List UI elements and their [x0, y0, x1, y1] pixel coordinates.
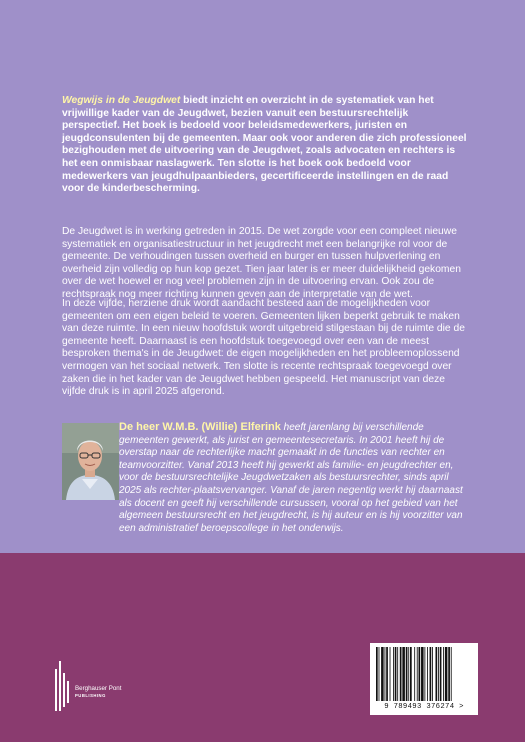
publisher-name-block [75, 685, 121, 699]
barcode-bar [432, 647, 433, 701]
barcode-bar [402, 647, 405, 701]
barcode-bar [386, 647, 388, 701]
intro-text: biedt inzicht en overzicht in de systematiek van het vrijwillige kader van de Jeugdwet, bezien vanuit een bestuursrechtelijk perspectief. Het boek is bedoeld voor beleidsmedewerkers, juristen en jeugdconsulenten bij de gemeenten. Maar ook voor anderen die zich professioneel bezighouden met de uitvoering van de Jeugdwet, zoals advocaten en rechters is het een onmisbaar naslagwerk. Ten slotte is het boek ook bedoeld voor medewerkers van jeugdhulpaanbieders, gecertificeerde instellingen en de raad voor de kinderbescherming. [62, 95, 467, 195]
author-name: De heer W.M.B. (Willie) Elferink [119, 421, 281, 433]
author-bio-text: heeft jarenlang bij verschillende gemeenten gewerkt, als jurist en gemeentesecretaris. In 2001 heeft hij de overstap naar de rechterlijke macht gemaakt in de functies van rechter en teamvoorzitter. Vanaf 2013 heeft hij gewerkt als familie- en jeugdrechter en, voor de bestuursrechtelijke Jeugdwetzaken als bestuursrechter, sinds april 2025 als rechter-plaatsvervanger. Vanaf de jaren negentig werkt hij daarnaast als docent en geeft hij verschillende cursussen, vooral op het gebied van het algemeen bestuursrecht en het jeugdrecht, is hij auteur en is hij voorzitter van een administratief beroepscollege in het onderwijs. [119, 422, 463, 534]
barcode-bar [393, 647, 394, 701]
body-paragraph-1: De Jeugdwet is in werking getreden in 2015. De wet zorgde voor een compleet nieuwe systematiek en organisatiestructuur in het jeugdrecht met een belangrijke rol voor de gemeente. De verhoudingen tussen overheid en burger en tussen hulpverlening en overheid zijn volledig op hun kop gezet. Tien jaar later is er meer duidelijkheid gekomen over de wet hoewel er nog veel problemen zijn in de uitvoering ervan. Ook zou de rechtspraak nog meer richting kunnen geven aan de interpretatie van de wet. [62, 226, 461, 300]
intro-paragraph [62, 95, 467, 196]
body-paragraph-2: In deze vijfde, herziene druk wordt aandacht besteed aan de mogelijkheden voor gemeenten om een eigen beleid te voeren. Gemeenten lijken beperkt gebruik te maken van deze ruimte. In een nieuw hoofdstuk wordt uitgebreid stilgestaan bij de ruimte die de gemeente heeft. Daarnaast is een hoofdstuk toegevoegd over een van de meest besproken thema's in de Jeugdwet: de eigen mogelijkheden en het probleemoplossend vermogen van het sociaal netwerk. Ten slotte is recente rechtspraak toegevoegd over zaken die in het kader van de Jeugdwet hebben gespeeld. Het manuscript van deze vijfde druk is in april 2025 afgerond. [62, 298, 465, 398]
barcode-bars [370, 643, 478, 703]
barcode-bar [430, 647, 432, 701]
publisher-sub: PUBLISHING [75, 693, 106, 698]
barcode-bar [408, 647, 409, 701]
author-bio [119, 421, 469, 535]
barcode-bar [410, 647, 412, 701]
barcode-bar [400, 647, 402, 701]
barcode-bar [381, 647, 384, 701]
barcode-bar [376, 647, 378, 701]
barcode-bar [448, 647, 450, 701]
barcode-bar [406, 647, 408, 701]
barcode-bar [445, 647, 448, 701]
barcode-bar [414, 647, 415, 701]
publisher-logo [54, 661, 174, 711]
barcode-bar [385, 647, 386, 701]
publisher-logo-icon [54, 661, 74, 711]
barcode-bar [417, 647, 418, 701]
barcode-bar [424, 647, 425, 701]
barcode-bar [440, 647, 442, 701]
isbn-number: 9 789493 376274 > [384, 703, 464, 711]
barcode-bar [419, 647, 421, 701]
barcode-bar [436, 647, 438, 701]
barcode-bar [397, 647, 398, 701]
barcode-bar [443, 647, 444, 701]
barcode-bar [395, 647, 397, 701]
barcode-bar [438, 647, 439, 701]
isbn-barcode [370, 643, 478, 715]
author-portrait-icon [62, 423, 119, 500]
barcode-bar [379, 647, 380, 701]
barcode-bar [421, 647, 424, 701]
book-title: Wegwijs in de Jeugdwet [62, 95, 181, 106]
barcode-bar [390, 647, 391, 701]
barcode-bar [451, 647, 452, 701]
publisher-name: Berghauser Pont [75, 685, 122, 692]
barcode-bar [427, 647, 428, 701]
author-photo [62, 423, 119, 500]
